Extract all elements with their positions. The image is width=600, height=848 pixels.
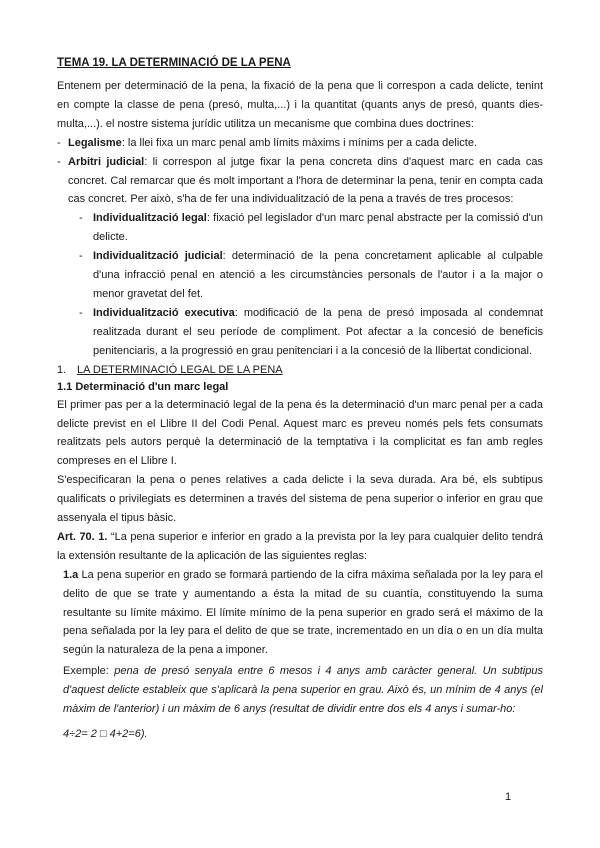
doctrine-text: : la llei fixa un marc penal amb límits màxims i mínims per a cada delicte.	[121, 136, 477, 149]
section-number: 1.	[57, 363, 67, 376]
individualitzacio-term: Individualització judicial	[93, 250, 223, 263]
page-number: 1	[505, 791, 512, 803]
dash-bullet: -	[79, 250, 83, 263]
doctrine-term: Legalisme	[68, 136, 122, 149]
individualitzacio-text: : modificació de la pena de presó imposada al condemnat realitzada durant el seu període de compliment. Pot afectar a la concesió de beneficis penitenciaris, a la progressió en grau penitenciari i a la concesió de la llibertat condicional.	[93, 306, 543, 357]
example-label: Exemple:	[63, 665, 115, 678]
doctrine-item	[57, 153, 543, 210]
article-quote	[57, 528, 543, 566]
individualitzacio-item	[57, 209, 543, 247]
example-text: pena de presó senyala entre 6 mesos i 4 anys amb caràcter general. Un subtipus d'aquest delicte estableix que s'aplicarà la pena superior en grau. Això és, un mínim de 4 anys (el màxim de l'anterior) i un màxim de 6 anys (resultat de dividir entre dos els 4 anys i sumar-ho:	[63, 665, 543, 716]
dash-bullet: -	[57, 136, 61, 149]
example-equation: 4÷2= 2 □ 4+2=6).	[63, 728, 148, 740]
rule-text: La pena superior en grado se formará partiendo de la cifra máxima señalada por la ley para el delito de que se trate y aumentando a ésta la mitad de su cuantía, constituyendo la suma resultante su límite máximo. El límite mínimo de la pena superior en grado será el máximo de la pena señalada por la ley para el delito de que se trate, incrementado en un día o en un día multa según la naturaleza de la pena a imponer.	[63, 568, 543, 657]
dash-bullet: -	[79, 212, 83, 225]
section-title: LA DETERMINACIÓ LEGAL DE LA PENA	[77, 363, 283, 376]
subsection-heading: 1.1 Determinació d'un marc legal	[57, 380, 229, 393]
doctrines-list	[57, 134, 543, 210]
individualitzacio-item	[57, 304, 543, 361]
doctrine-term: Arbitri judicial	[68, 155, 145, 168]
page-title: TEMA 19. LA DETERMINACIÓ DE LA PENA	[57, 57, 291, 69]
page-content	[57, 54, 543, 744]
rule-ref: 1.a	[63, 568, 79, 581]
dash-bullet: -	[79, 306, 83, 319]
rule-paragraph	[57, 566, 543, 661]
doctrine-text: : li correspon al jutge fixar la pena concreta dins d'aquest marc en cada cas concret. Cal remarcar que és molt important a l'hora de determinar la pena, tenir en compta cada cas concret. Per això, s'ha de fer una individualització de la pena a través de tres procesos:	[68, 155, 543, 206]
example-paragraph	[57, 662, 543, 719]
dash-bullet: -	[57, 155, 61, 168]
article-ref: Art. 70. 1.	[57, 530, 108, 543]
individualitzacio-text: : fixació pel legislador d'un marc penal abstracte per la comissió d'un delicte.	[93, 212, 543, 244]
individualitzacio-text: : determinació de la pena concretament aplicable al culpable d'una infracció penal en atenció a les circumstàncies personals de l'autor i a la major o menor gravetat del fet.	[93, 250, 543, 300]
individualitzacio-term: Individualització executiva	[93, 306, 235, 319]
individualitzacio-term: Individualització legal	[93, 212, 207, 225]
doctrine-item	[57, 134, 543, 153]
body-paragraph: S'especificaran la pena o penes relatives a cada delicte i la seva durada. Ara bé, els subtipus qualificats o privilegiats es determinen a través del sistema de pena superior o inferior en grau que assenyala el tipus bàsic.	[57, 474, 543, 525]
individualitzacio-item	[57, 247, 543, 304]
intro-paragraph: Entenem per determinació de la pena, la fixació de la pena que li correspon a cada delicte, tenint en compte la classe de pena (presó, multa,...) i la quantitat (quants anys de presó, quants dies-multa,...). el nostre sistema jurídic utilitza un mecanisme que combina dues doctrines:	[57, 80, 543, 130]
body-paragraph: El primer pas per a la determinació legal de la pena és la determinació d'un marc penal per a cada delicte previst en el Llibre II del Codi Penal. Aquest marc es preveu només pels fets consumats realitzats pels autors perquè la determinació de la temptativa i la complicitat es fan amb regles compreses en el Llibre I.	[57, 398, 543, 468]
article-text: “La pena superior e inferior en grado a la prevista por la ley para cualquier delito tendrá la extensión resultante de la aplicación de las siguientes reglas:	[57, 530, 543, 562]
section-heading	[57, 362, 543, 379]
individualitzacions-list	[57, 209, 543, 360]
